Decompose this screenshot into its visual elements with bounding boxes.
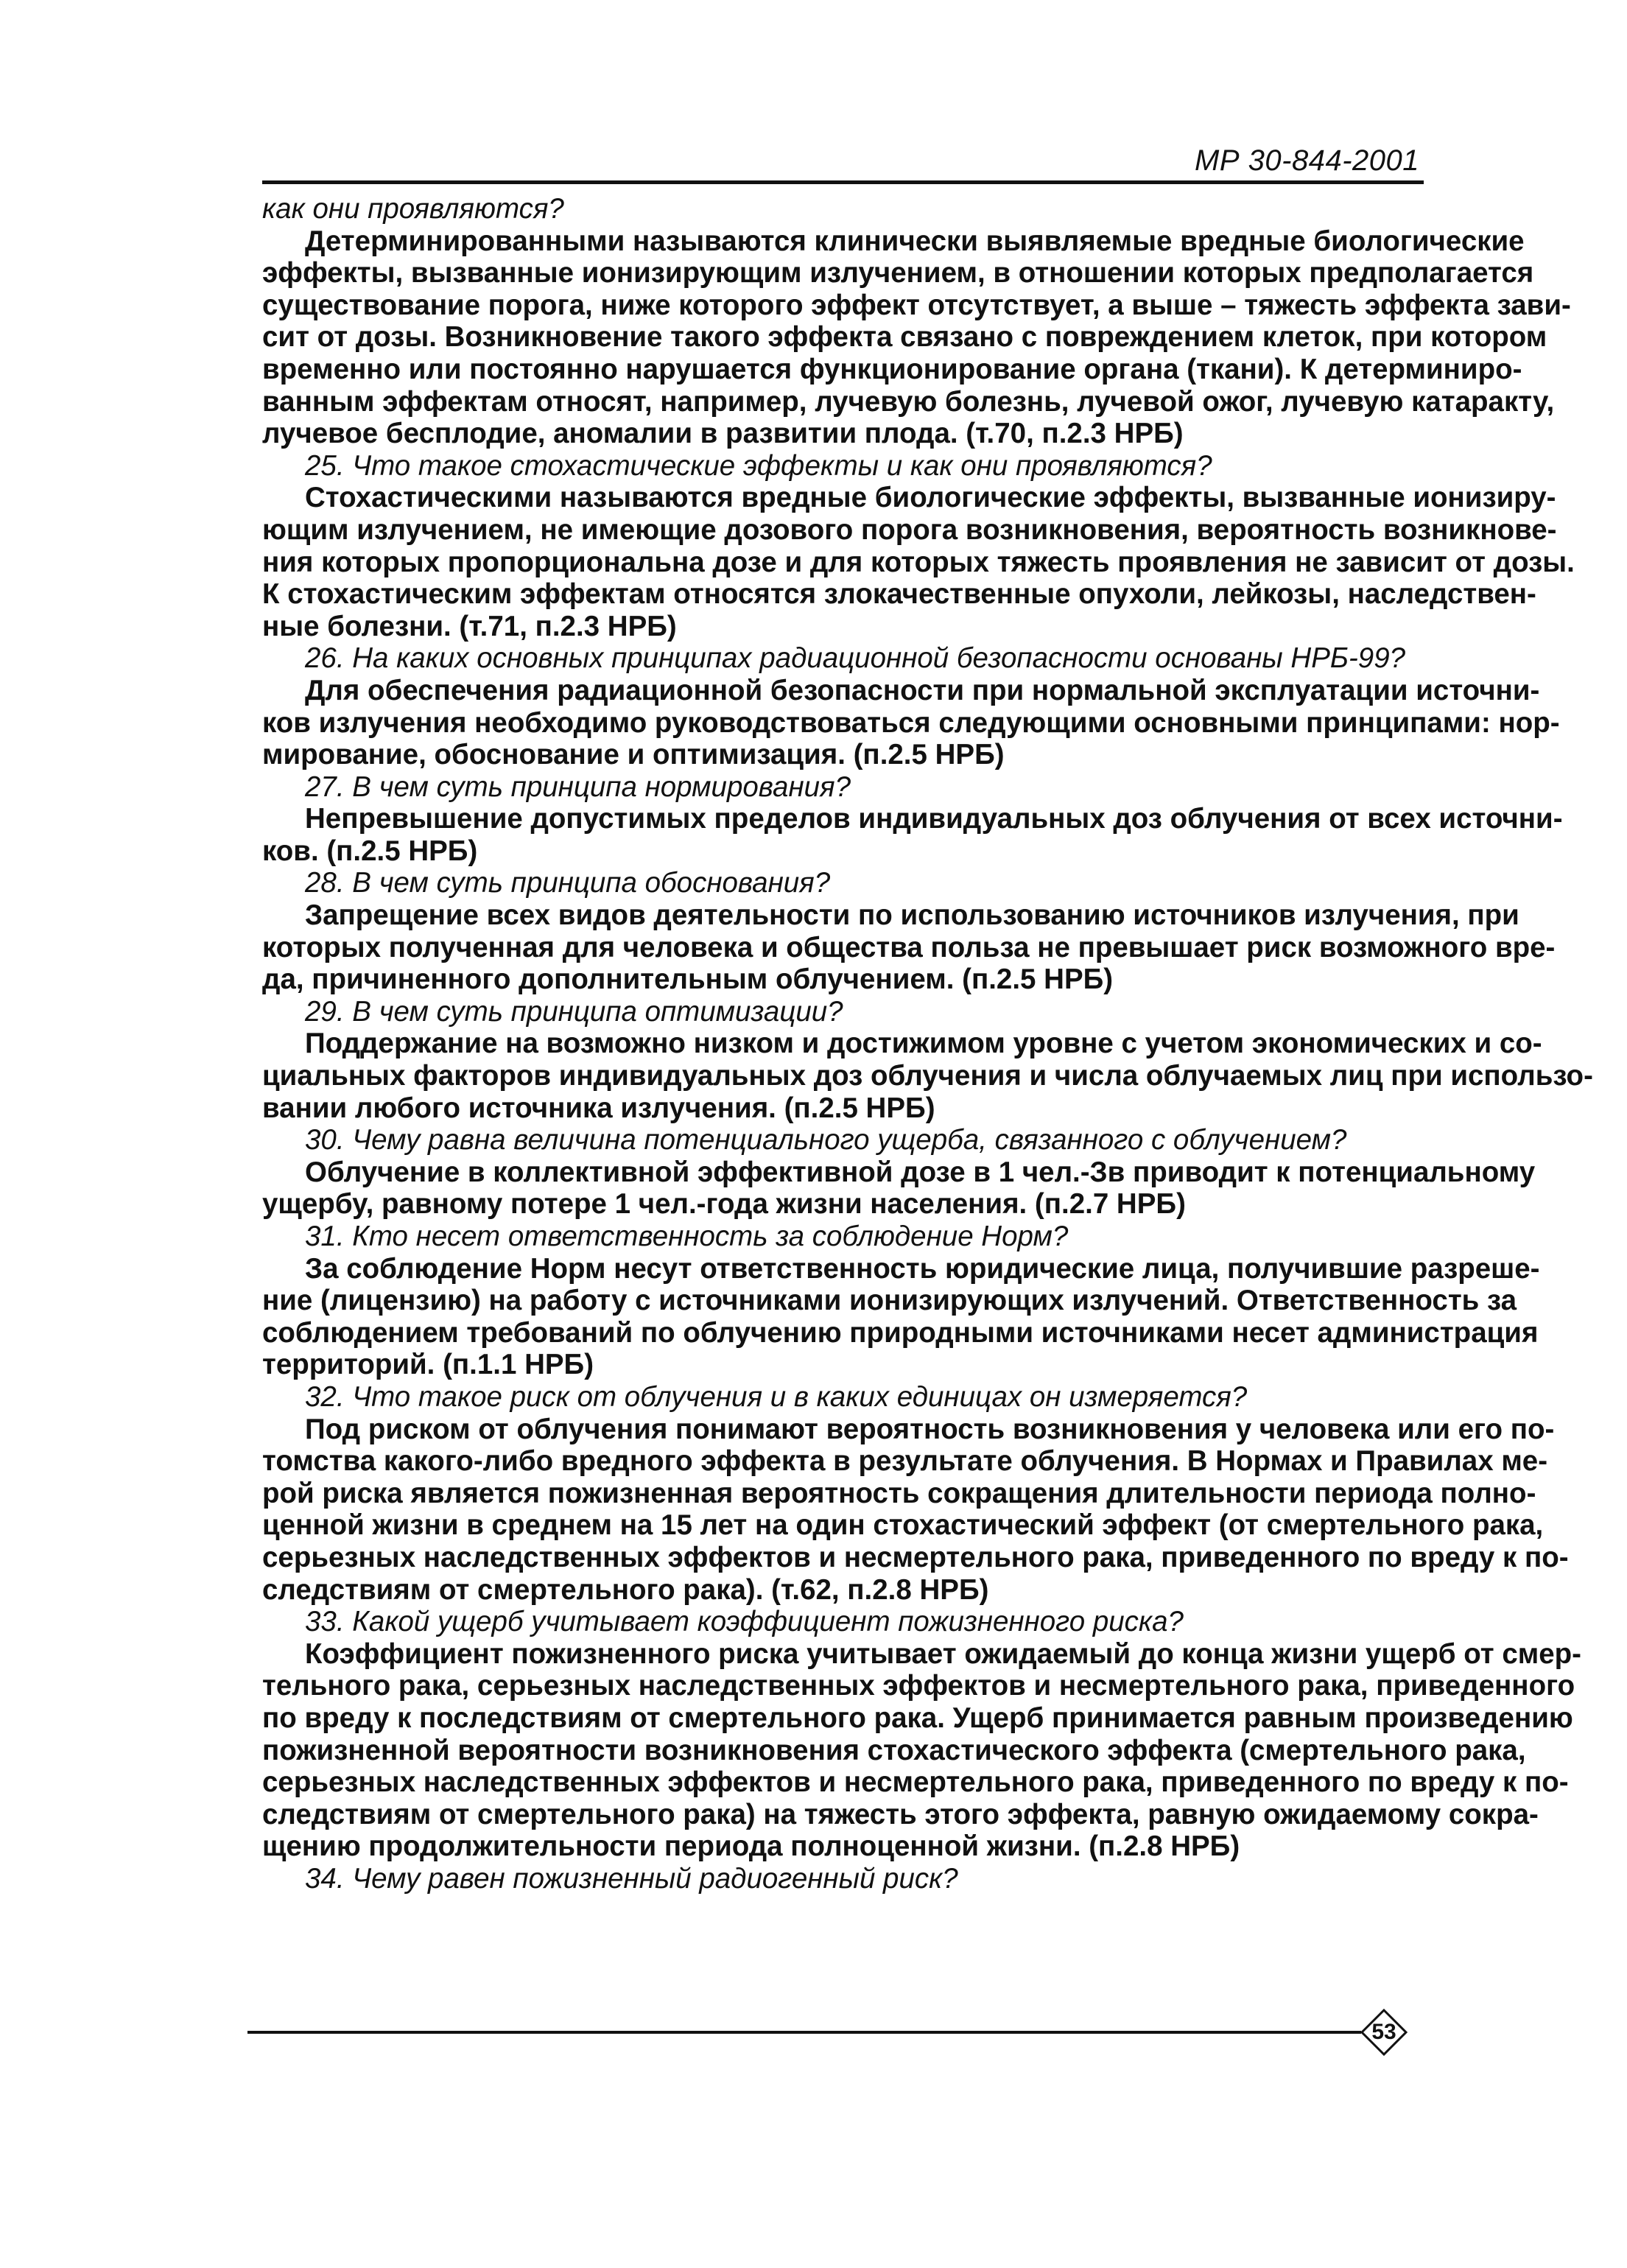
paragraph-line: ценной жизни в среднем на 15 лет на один стохастический эффект (от смертельного рака,: [262, 1509, 1544, 1542]
paragraph-line: Коэффициент пожизненного риска учитывает ожидаемый до конца жизни ущерб от смер-: [305, 1637, 1581, 1670]
paragraph-line: которых полученная для человека и общества польза не превышает риск возможного вре-: [262, 931, 1556, 963]
question-line: 25. Что такое стохастические эффекты и как они проявляются?: [305, 449, 1212, 482]
paragraph-line: Непревышение допустимых пределов индивидуальных доз облучения от всех источни-: [305, 803, 1563, 835]
paragraph-line: ванным эффектам относят, например, лучевую болезнь, лучевой ожог, лучевую катаракту,: [262, 385, 1555, 418]
paragraph-line: лучевое бесплодие, аномалии в развитии плода. (т.70, п.2.3 НРБ): [262, 418, 1184, 450]
question-line: 32. Что такое риск от облучения и в каких единицах он измеряется?: [305, 1380, 1248, 1413]
paragraph-line: следствиям от смертельного рака). (т.62, п.2.8 НРБ): [262, 1573, 989, 1606]
paragraph-line: тельного рака, серьезных наследственных эффектов и несмертельного рака, приведенного: [262, 1670, 1575, 1702]
paragraph-line: серьезных наследственных эффектов и несмертельного рака, приведенного по вреду к по-: [262, 1766, 1569, 1799]
page-body: [262, 193, 1593, 1895]
paragraph-line: ние (лицензию) на работу с источниками ионизирующих излучений. Ответственность за: [262, 1285, 1517, 1317]
paragraph-line: серьезных наследственных эффектов и несмертельного рака, приведенного по вреду к по-: [262, 1541, 1569, 1573]
footer-rule: [247, 2031, 1361, 2034]
paragraph-line: мирование, обоснование и оптимизация. (п.2.5 НРБ): [262, 739, 1005, 771]
paragraph-line: циальных факторов индивидуальных доз облучения и числа облучаемых лиц при использо-: [262, 1060, 1593, 1092]
paragraph-line: рой риска является пожизненная вероятность сокращения длительности периода полно-: [262, 1477, 1536, 1509]
document-code: МР 30-844-2001: [1195, 144, 1419, 177]
paragraph-line: ные болезни. (т.71, п.2.3 НРБ): [262, 610, 677, 642]
paragraph-line: территорий. (п.1.1 НРБ): [262, 1349, 594, 1381]
question-line: как они проявляются?: [262, 193, 564, 225]
paragraph-line: К стохастическим эффектам относятся злокачественные опухоли, лейкозы, наследствен-: [262, 578, 1536, 611]
paragraph-line: да, причиненного дополнительным облучением. (п.2.5 НРБ): [262, 963, 1114, 996]
paragraph-line: ющим излучением, не имеющие дозового порога возникновения, вероятность возникнове-: [262, 513, 1557, 546]
paragraph-line: ков. (п.2.5 НРБ): [262, 835, 478, 867]
paragraph-line: временно или постоянно нарушается функционирование органа (ткани). К детерминиро-: [262, 353, 1522, 385]
paragraph-line: ущербу, равному потере 1 чел.-года жизни населения. (п.2.7 НРБ): [262, 1188, 1186, 1221]
paragraph-line: Стохастическими называются вредные биологические эффекты, вызванные ионизиру-: [305, 482, 1556, 514]
question-line: 26. На каких основных принципах радиационной безопасности основаны НРБ-99?: [305, 642, 1406, 675]
paragraph-line: сит от дозы. Возникновение такого эффекта связано с повреждением клеток, при котором: [262, 321, 1547, 354]
paragraph-line: эффекты, вызванные ионизирующим излучением, в отношении которых предполагается: [262, 257, 1534, 289]
paragraph-line: Детерминированными называются клинически выявляемые вредные биологические: [305, 225, 1525, 257]
question-line: 27. В чем суть принципа нормирования?: [305, 770, 851, 803]
header-rule: [262, 180, 1424, 184]
question-line: 28. В чем суть принципа обоснования?: [305, 867, 831, 899]
paragraph-line: существование порога, ниже которого эффект отсутствует, а выше – тяжесть эффекта зави-: [262, 289, 1571, 321]
paragraph-line: щению продолжительности периода полноценной жизни. (п.2.8 НРБ): [262, 1830, 1240, 1863]
paragraph-line: За соблюдение Норм несут ответственность юридические лица, получившие разреше-: [305, 1252, 1540, 1285]
paragraph-line: Облучение в коллективной эффективной дозе в 1 чел.-Зв приводит к потенциальному: [305, 1156, 1536, 1188]
question-line: 34. Чему равен пожизненный радиогенный риск?: [305, 1862, 958, 1895]
question-line: 30. Чему равна величина потенциального ущерба, связанного с облучением?: [305, 1124, 1347, 1156]
question-line: 29. В чем суть принципа оптимизации?: [305, 995, 843, 1028]
paragraph-line: пожизненной вероятности возникновения стохастического эффекта (смертельного рака,: [262, 1734, 1526, 1766]
page-number: 53: [1371, 2020, 1396, 2044]
question-line: 31. Кто несет ответственность за соблюдение Норм?: [305, 1221, 1069, 1252]
paragraph-line: Под риском от облучения понимают вероятность возникновения у человека или его по-: [305, 1413, 1555, 1445]
paragraph-line: по вреду к последствиям от смертельного рака. Ущерб принимается равным произведению: [262, 1702, 1573, 1734]
paragraph-line: Для обеспечения радиационной безопасности при нормальной эксплуатации источни-: [305, 674, 1540, 706]
question-line: 33. Какой ущерб учитывает коэффициент пожизненного риска?: [305, 1606, 1184, 1638]
paragraph-line: вании любого источника излучения. (п.2.5 НРБ): [262, 1092, 935, 1124]
paragraph-line: ков излучения необходимо руководствоваться следующими основными принципами: нор-: [262, 706, 1560, 739]
paragraph-line: ния которых пропорциональна дозе и для которых тяжесть проявления не зависит от дозы.: [262, 546, 1575, 578]
paragraph-line: Поддержание на возможно низком и достижимом уровне с учетом экономических и со-: [305, 1028, 1542, 1060]
paragraph-line: соблюдением требований по облучению природными источниками несет администрация: [262, 1316, 1539, 1349]
paragraph-line: следствиям от смертельного рака) на тяжесть этого эффекта, равную ожидаемому сокра-: [262, 1798, 1539, 1830]
paragraph-line: Запрещение всех видов деятельности по использованию источников излучения, при: [305, 899, 1519, 932]
paragraph-line: томства какого-либо вредного эффекта в результате облучения. В Нормах и Правилах ме-: [262, 1445, 1548, 1478]
